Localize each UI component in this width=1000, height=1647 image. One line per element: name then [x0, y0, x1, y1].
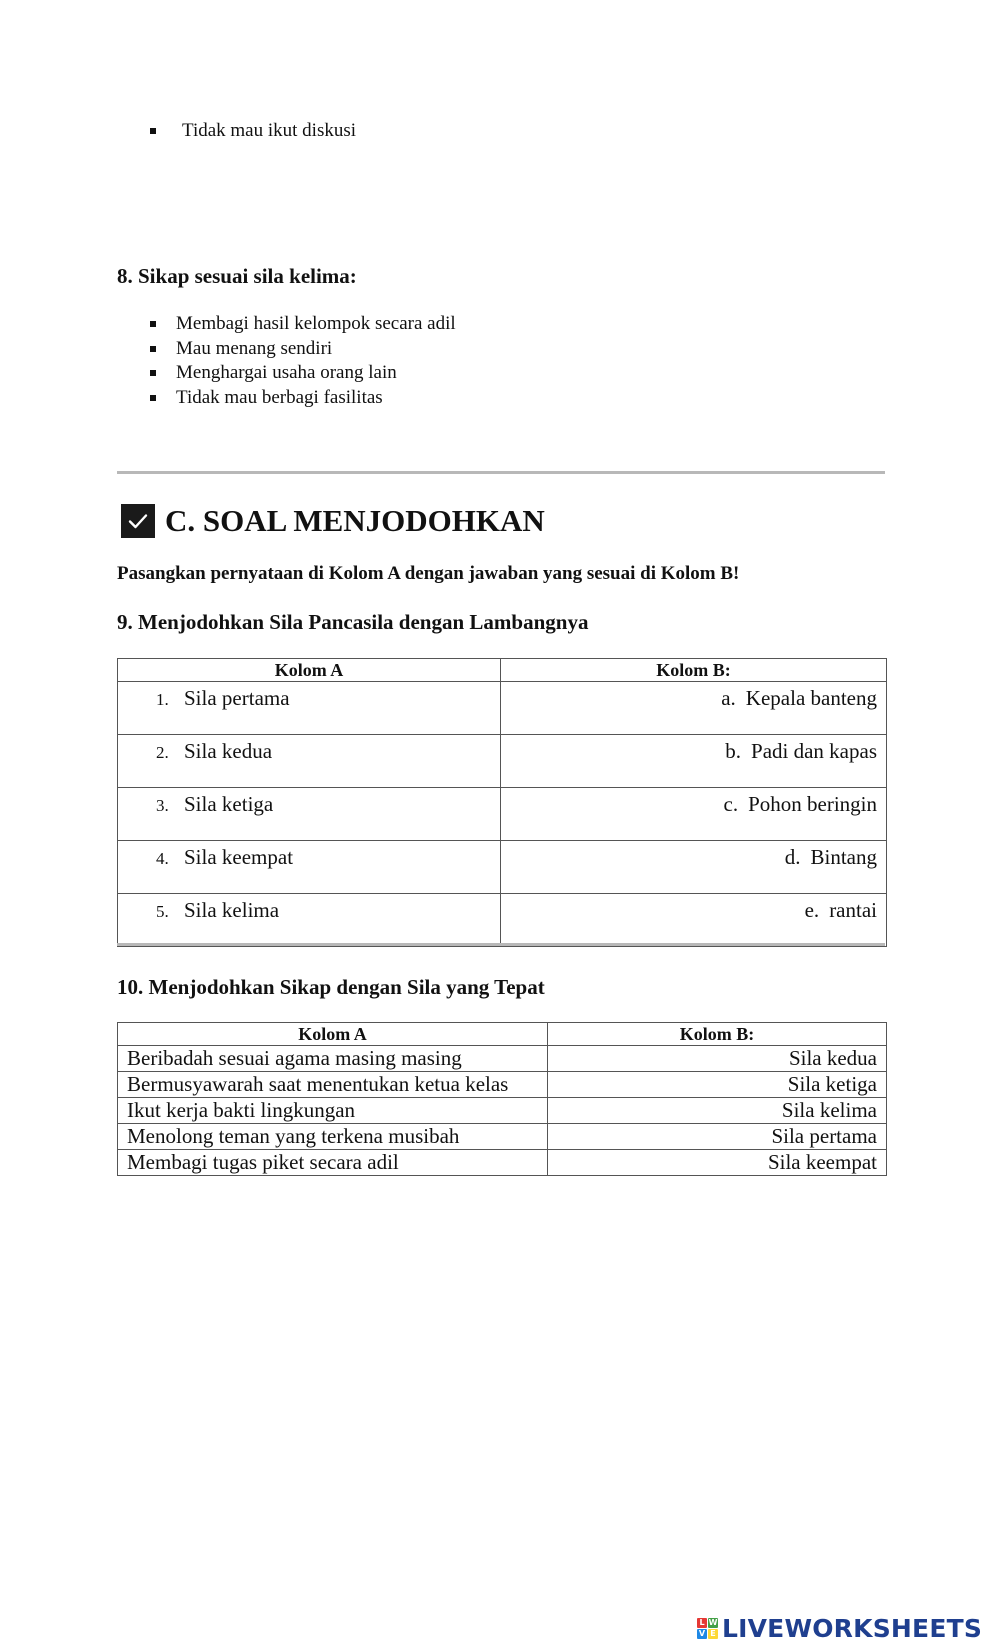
- table-row: [118, 1124, 887, 1150]
- bullet-icon: [150, 346, 156, 352]
- checkmark-icon: [121, 504, 155, 538]
- col-a-cell[interactable]: Ikut kerja bakti lingkungan: [118, 1098, 548, 1124]
- col-a-cell[interactable]: Membagi tugas piket secara adil: [118, 1150, 548, 1176]
- q8-option[interactable]: Menghargai usaha orang lain: [150, 361, 456, 386]
- q10-matching-table: [117, 1022, 887, 1176]
- q10-title: 10. Menjodohkan Sikap dengan Sila yang Tepat: [117, 975, 545, 999]
- logo-tile: E: [708, 1629, 718, 1639]
- col-b-cell[interactable]: c. Pohon beringin: [501, 788, 887, 841]
- logo-tile: V: [698, 1629, 706, 1638]
- logo-text: LIVEWORKSHEETS: [722, 1614, 983, 1643]
- table-row: [118, 682, 887, 735]
- col-b-header: Kolom B:: [501, 659, 887, 682]
- col-a-cell[interactable]: 2. Sila kedua: [118, 735, 501, 788]
- col-b-cell[interactable]: Sila ketiga: [548, 1072, 887, 1098]
- q9-title: 9. Menjodohkan Sila Pancasila dengan Lambangnya: [117, 610, 589, 634]
- col-a-cell[interactable]: 3. Sila ketiga: [118, 788, 501, 841]
- table-row: [118, 1098, 887, 1124]
- q8-title: 8. Sikap sesuai sila kelima:: [117, 264, 357, 288]
- col-a-cell[interactable]: 5. Sila kelima: [118, 894, 501, 947]
- table-row: [118, 1072, 887, 1098]
- q7-options: [150, 119, 356, 144]
- q8-option[interactable]: Mau menang sendiri: [150, 337, 456, 362]
- col-b-cell[interactable]: Sila kelima: [548, 1098, 887, 1124]
- col-b-cell[interactable]: d. Bintang: [501, 841, 887, 894]
- table-row: [118, 894, 887, 947]
- table-row: [118, 841, 887, 894]
- col-b-cell[interactable]: Sila keempat: [548, 1150, 887, 1176]
- q8-option[interactable]: Tidak mau berbagi fasilitas: [150, 386, 456, 411]
- col-b-header: Kolom B:: [548, 1023, 887, 1046]
- logo-grid-icon: [697, 1618, 718, 1639]
- divider: [117, 943, 885, 946]
- bullet-icon: [150, 370, 156, 376]
- table-row: [118, 1046, 887, 1072]
- bullet-icon: [150, 128, 156, 134]
- table-row: [118, 735, 887, 788]
- bullet-icon: [150, 321, 156, 327]
- table-row: [118, 788, 887, 841]
- table-row: [118, 1150, 887, 1176]
- col-a-header: Kolom A: [118, 659, 501, 682]
- q8-options: [150, 312, 456, 410]
- section-title: C. SOAL MENJODOHKAN: [165, 503, 545, 538]
- q9-matching-table: [117, 658, 887, 947]
- col-a-cell[interactable]: Bermusyawarah saat menentukan ketua kelas: [118, 1072, 548, 1098]
- q8-option[interactable]: Membagi hasil kelompok secara adil: [150, 312, 456, 337]
- col-a-cell[interactable]: Beribadah sesuai agama masing masing: [118, 1046, 548, 1072]
- liveworksheets-logo: [697, 1614, 982, 1643]
- col-b-cell[interactable]: a. Kepala banteng: [501, 682, 887, 735]
- section-c-header: [121, 503, 545, 539]
- table-header-row: [118, 659, 887, 682]
- logo-tile: W: [708, 1618, 718, 1627]
- logo-tile: L: [697, 1618, 707, 1628]
- divider: [117, 471, 885, 474]
- col-b-cell[interactable]: Sila pertama: [548, 1124, 887, 1150]
- bullet-icon: [150, 395, 156, 401]
- col-a-cell[interactable]: 1. Sila pertama: [118, 682, 501, 735]
- col-a-header: Kolom A: [118, 1023, 548, 1046]
- col-a-cell[interactable]: Menolong teman yang terkena musibah: [118, 1124, 548, 1150]
- col-b-cell[interactable]: Sila kedua: [548, 1046, 887, 1072]
- col-b-cell[interactable]: b. Padi dan kapas: [501, 735, 887, 788]
- col-a-cell[interactable]: 4. Sila keempat: [118, 841, 501, 894]
- table-header-row: [118, 1023, 887, 1046]
- instruction-text: Pasangkan pernyataan di Kolom A dengan jawaban yang sesuai di Kolom B!: [117, 563, 740, 584]
- q7-option[interactable]: Tidak mau ikut diskusi: [150, 119, 356, 144]
- col-b-cell[interactable]: e. rantai: [501, 894, 887, 947]
